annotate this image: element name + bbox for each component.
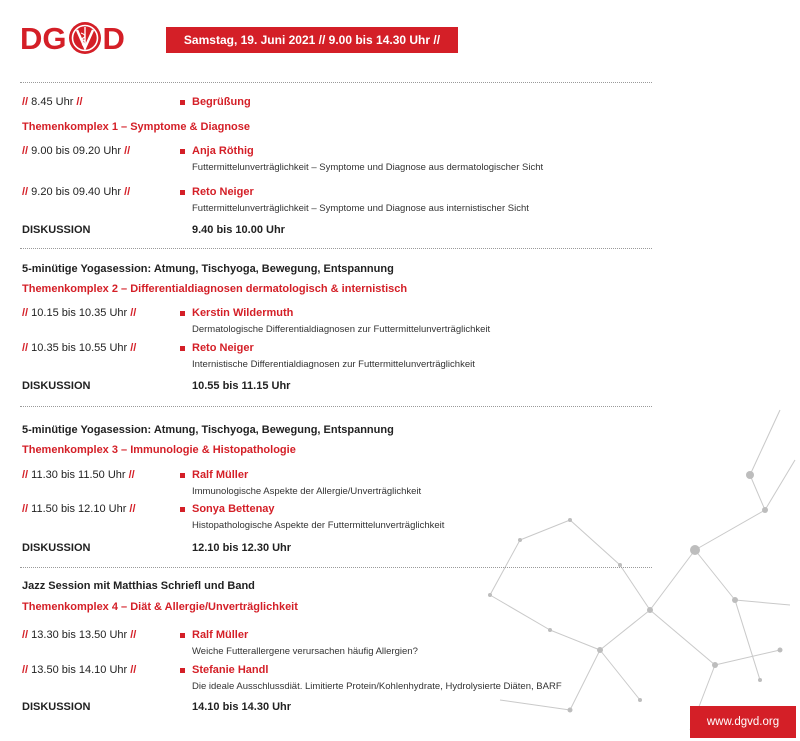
time-talk: // 9.20 bis 09.40 Uhr //	[22, 186, 131, 198]
discussion-label: DISKUSSION	[22, 542, 91, 554]
square-bullet-icon	[180, 100, 185, 105]
divider	[20, 82, 652, 83]
discussion-time: 12.10 bis 12.30 Uhr	[192, 542, 292, 554]
logo-text-d: D	[102, 20, 125, 56]
divider	[20, 567, 652, 568]
topic-2: Themenkomplex 2 – Differentialdiagnosen dermatologisch & internistisch	[22, 283, 408, 295]
talk-description: Immunologische Aspekte der Allergie/Unverträglichkeit	[192, 486, 422, 497]
talk-description: Internistische Differentialdiagnosen zur Futtermittelunverträglichkeit	[192, 359, 475, 370]
square-bullet-icon	[180, 190, 185, 195]
discussion-label: DISKUSSION	[22, 224, 91, 236]
square-bullet-icon	[180, 311, 185, 316]
speaker-name: Ralf Müller	[180, 629, 248, 641]
talk-description: Histopathologische Aspekte der Futtermittelunverträglichkeit	[192, 520, 445, 531]
time-talk: // 13.50 bis 14.10 Uhr //	[22, 664, 137, 676]
divider	[20, 248, 652, 249]
speaker-name: Anja Röthig	[180, 145, 254, 157]
discussion-label: DISKUSSION	[22, 701, 91, 713]
time-talk: // 11.30 bis 11.50 Uhr //	[22, 469, 135, 481]
dgvd-logo	[20, 16, 125, 60]
session-break: 5-minütige Yogasession: Atmung, Tischyoga, Bewegung, Entspannung	[22, 424, 394, 436]
divider	[20, 406, 652, 407]
discussion-time: 9.40 bis 10.00 Uhr	[192, 224, 285, 236]
speaker-name: Reto Neiger	[180, 186, 254, 198]
topic-1: Themenkomplex 1 – Symptome & Diagnose	[22, 121, 251, 133]
talk-description: Weiche Futterallergene verursachen häufig Allergien?	[192, 646, 418, 657]
welcome-title: Begrüßung	[180, 96, 251, 108]
time-talk: // 11.50 bis 12.10 Uhr //	[22, 503, 136, 515]
talk-description: Futtermittelunverträglichkeit – Symptome und Diagnose aus dermatologischer Sicht	[192, 162, 544, 173]
square-bullet-icon	[180, 507, 185, 512]
square-bullet-icon	[180, 633, 185, 638]
date-banner: Samstag, 19. Juni 2021 // 9.00 bis 14.30 Uhr //	[166, 27, 458, 53]
time-talk: // 13.30 bis 13.50 Uhr //	[22, 629, 137, 641]
website-url[interactable]: www.dgvd.org	[690, 706, 796, 738]
discussion-time: 14.10 bis 14.30 Uhr	[192, 701, 292, 713]
time-welcome: // 8.45 Uhr //	[22, 96, 83, 108]
talk-description: Futtermittelunverträglichkeit – Symptome und Diagnose aus internistischer Sicht	[192, 203, 529, 214]
logo-text-dg: DG	[20, 20, 67, 56]
speaker-name: Reto Neiger	[180, 342, 254, 354]
talk-description: Dermatologische Differentialdiagnosen zur Futtermittelunverträglichkeit	[192, 324, 491, 335]
session-break: Jazz Session mit Matthias Schriefl und Band	[22, 580, 255, 592]
topic-4: Themenkomplex 4 – Diät & Allergie/Unverträglichkeit	[22, 601, 298, 613]
speaker-name: Kerstin Wildermuth	[180, 307, 293, 319]
square-bullet-icon	[180, 149, 185, 154]
square-bullet-icon	[180, 473, 185, 478]
time-talk: // 10.15 bis 10.35 Uhr //	[22, 307, 137, 319]
time-talk: // 10.35 bis 10.55 Uhr //	[22, 342, 137, 354]
session-break: 5-minütige Yogasession: Atmung, Tischyoga, Bewegung, Entspannung	[22, 263, 394, 275]
discussion-label: DISKUSSION	[22, 380, 91, 392]
topic-3: Themenkomplex 3 – Immunologie & Histopathologie	[22, 444, 296, 456]
speaker-name: Ralf Müller	[180, 469, 248, 481]
talk-description: Die ideale Ausschlussdiät. Limitierte Protein/Kohlenhydrate, Hydrolysierte Diäten, BARF	[192, 681, 562, 692]
square-bullet-icon	[180, 668, 185, 673]
speaker-name: Sonya Bettenay	[180, 503, 275, 515]
square-bullet-icon	[180, 346, 185, 351]
caduceus-seal-icon	[68, 21, 102, 55]
speaker-name: Stefanie Handl	[180, 664, 268, 676]
discussion-time: 10.55 bis 11.15 Uhr	[192, 380, 291, 392]
time-talk: // 9.00 bis 09.20 Uhr //	[22, 145, 131, 157]
